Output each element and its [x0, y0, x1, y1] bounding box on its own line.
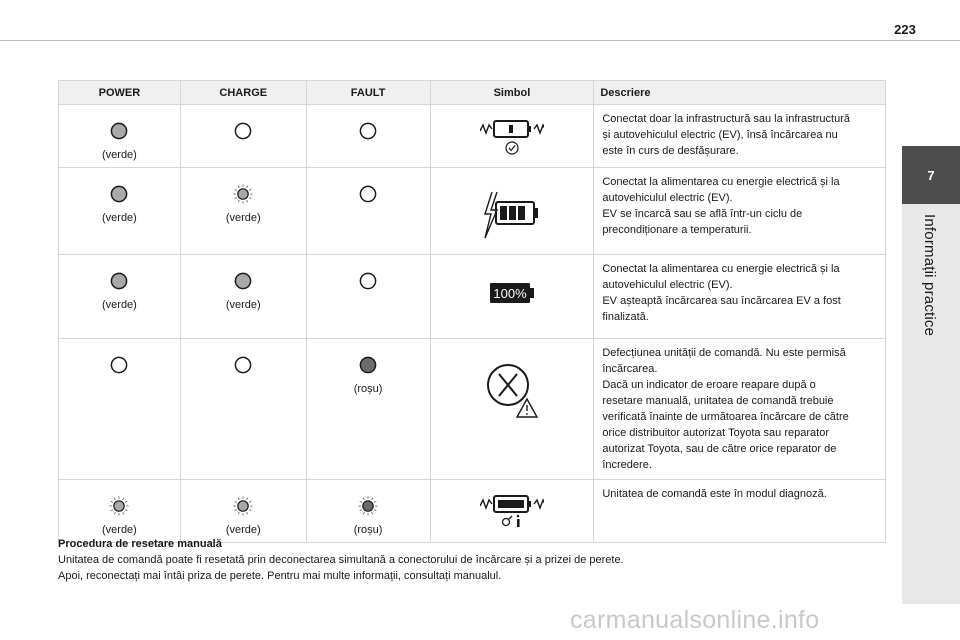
led-green-icon [63, 121, 176, 141]
cell-symbol [430, 255, 594, 339]
description-line: finalizată. [602, 311, 649, 323]
led-green-icon [63, 271, 176, 291]
plug-battery-diagnostic-icon [435, 492, 590, 536]
reset-procedure-line: Apoi, reconectați mai întâi priza de perete. Pentru mai multe informații, consultați manualul. [58, 570, 502, 582]
cell-power [59, 105, 181, 168]
plug-battery-check-icon [435, 117, 590, 161]
description-line: și autovehiculul electric (EV), însă încărcarea nu [602, 129, 838, 141]
led-off-icon [63, 355, 176, 375]
cell-symbol [430, 168, 594, 255]
header-fault: FAULT [306, 81, 430, 105]
cell-power [59, 339, 181, 480]
table-row [59, 105, 886, 168]
led-red-icon [311, 355, 426, 375]
cell-symbol [430, 480, 594, 543]
cell-symbol [430, 105, 594, 168]
led-color-label: (verde) [225, 299, 261, 311]
cell-description [594, 339, 886, 480]
description-line: încredere. [602, 459, 652, 471]
cell-power [59, 480, 181, 543]
led-color-label: (roșu) [353, 524, 383, 536]
description-line: Dacă un indicator de eroare reapare după o [602, 379, 816, 391]
led-color-label: (verde) [225, 212, 261, 224]
watermark: carmanualsonline.info [570, 606, 820, 634]
description-line: EV așteaptă încărcarea sau încărcarea EV a fost [602, 295, 841, 307]
led-green-icon [63, 184, 176, 204]
led-color-label: (verde) [102, 299, 137, 311]
led-off-icon [311, 184, 426, 204]
table-row [59, 480, 886, 543]
header-description: Descriere [594, 81, 886, 105]
led-off-icon [311, 121, 426, 141]
header-divider [0, 40, 960, 41]
cell-description [594, 168, 886, 255]
indicator-table [58, 80, 886, 543]
description-line: resetare manuală, unitatea de comandă trebuie [602, 395, 834, 407]
reset-procedure-line: Unitatea de comandă poate fi resetată prin deconectarea simultană a conectorului de încărcare și a prizei de perete. [58, 554, 624, 566]
description-line: este în curs de desfășurare. [602, 145, 739, 157]
cell-fault [306, 168, 430, 255]
battery-charging-icon [435, 188, 590, 248]
description-line: Defecțiunea unității de comandă. Nu este permisă [602, 347, 846, 359]
led-color-label: (roșu) [353, 383, 383, 395]
table-body [59, 105, 886, 543]
cell-charge [180, 255, 306, 339]
chapter-title-strip [902, 204, 960, 604]
cell-symbol [430, 339, 594, 480]
cell-power [59, 168, 181, 255]
cell-fault [306, 480, 430, 543]
led-color-label: (verde) [102, 524, 137, 536]
led-green-blinking-icon [63, 496, 176, 516]
led-red-blinking-icon [311, 496, 426, 516]
reset-procedure [58, 536, 878, 584]
description-line: autovehiculul electric (EV). [602, 279, 733, 291]
description-line: EV se încarcă sau se află într-un ciclu de [602, 208, 803, 220]
table-row [59, 168, 886, 255]
cell-fault [306, 105, 430, 168]
table-row [59, 339, 886, 480]
fault-warning-icon [435, 357, 590, 421]
battery-full-icon [435, 275, 590, 311]
cell-description [594, 105, 886, 168]
led-off-icon [311, 271, 426, 291]
led-color-label: (verde) [102, 212, 137, 224]
description-line: Conectat la alimentarea cu energie electrică și la [602, 263, 840, 275]
cell-charge [180, 168, 306, 255]
cell-charge [180, 105, 306, 168]
table-row [59, 255, 886, 339]
chapter-tab[interactable]: 7 [902, 146, 960, 204]
table-header-row [59, 81, 886, 105]
led-green-icon [185, 271, 302, 291]
led-color-label: (verde) [102, 149, 137, 161]
cell-power [59, 255, 181, 339]
description-line: autovehiculul electric (EV). [602, 192, 733, 204]
cell-charge [180, 339, 306, 480]
cell-fault [306, 339, 430, 480]
header-symbol: Simbol [430, 81, 594, 105]
description-line: Unitatea de comandă este în modul diagnoză. [602, 488, 827, 500]
description-line: orice distribuitor autorizat Toyota sau reparator [602, 427, 829, 439]
description-line: încărcarea. [602, 363, 658, 375]
header-power: POWER [59, 81, 181, 105]
led-off-icon [185, 355, 302, 375]
reset-procedure-title: Procedura de resetare manuală [58, 538, 222, 550]
cell-charge [180, 480, 306, 543]
battery-percent-text: 100% [493, 286, 527, 301]
description-line: autorizat Toyota, sau de către orice reparator de [602, 443, 837, 455]
cell-fault [306, 255, 430, 339]
header-charge: CHARGE [180, 81, 306, 105]
description-line: verificată înainte de următoarea încărcare de către [602, 411, 849, 423]
led-off-icon [185, 121, 302, 141]
page-number: 223 [894, 22, 916, 37]
cell-description [594, 255, 886, 339]
description-line: Conectat la alimentarea cu energie electrică și la [602, 176, 840, 188]
description-line: precondiționare a temperaturii. [602, 224, 752, 236]
led-green-blinking-icon [185, 184, 302, 204]
description-line: Conectat doar la infrastructură sau la infrastructură [602, 113, 850, 125]
led-green-blinking-icon [185, 496, 302, 516]
chapter-title: Informații practice [921, 214, 938, 337]
led-color-label: (verde) [225, 524, 261, 536]
cell-description [594, 480, 886, 543]
